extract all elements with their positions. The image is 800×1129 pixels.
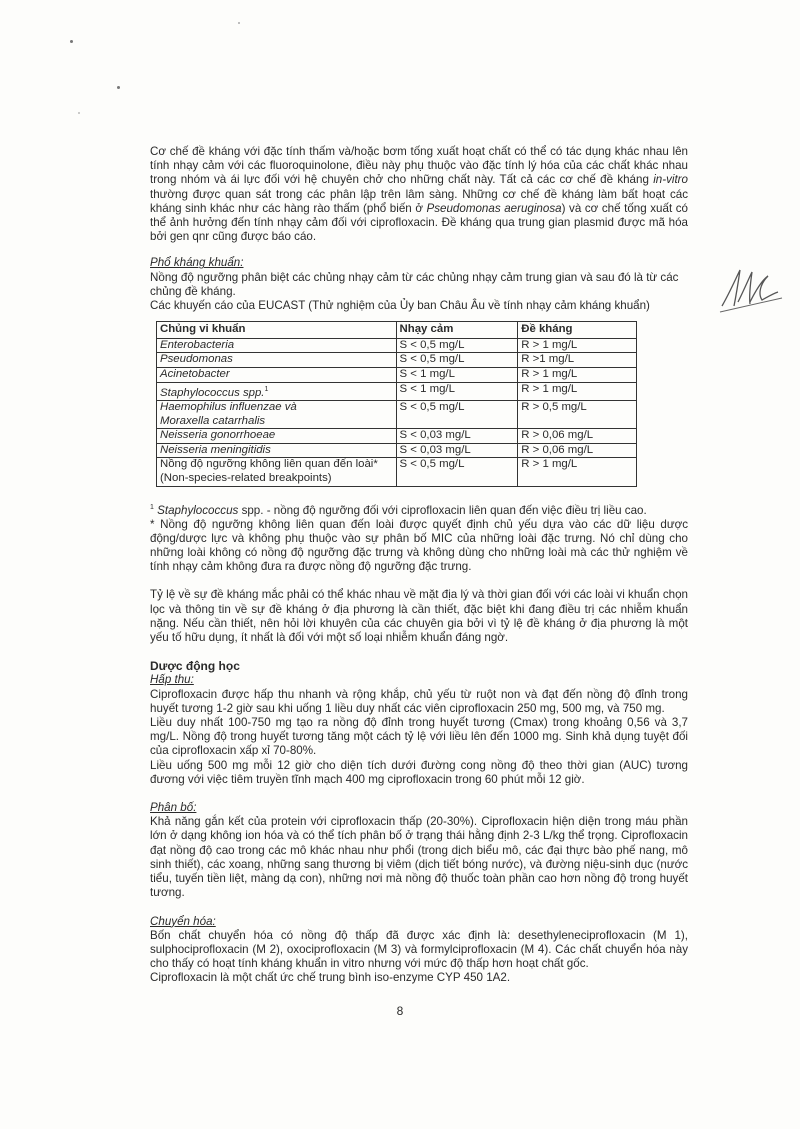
resistant-cell: R > 1 mg/L [518,458,637,486]
species-cell: Neisseria gonorrhoeae [157,429,397,444]
distribution-heading: Phân bố: [150,801,197,815]
species-cell: Enterobacteria [157,338,397,353]
susceptible-cell: S < 0,5 mg/L [396,338,518,353]
susceptible-cell: S < 0,5 mg/L [396,401,518,429]
species-cell: Neisseria meningitidis [157,443,397,458]
species-cell: Pseudomonas [157,353,397,368]
footnote-1: $^1$ Staphylococcus spp. - nồng độ ngưỡng đối với ciprofloxacin liên quan đến việc điều trị liều cao. [150,503,647,517]
absorption-heading: Hấp thu: [150,673,194,687]
resistant-cell: R > 1 mg/L [518,338,637,353]
handwritten-initials [716,262,786,322]
resistant-cell: R > 0,5 mg/L [518,401,637,429]
species-cell: Staphylococcus spp.$^1$ [157,382,397,400]
header-species: Chủng vi khuẩn [157,322,397,339]
absorption-paragraph-1: Ciprofloxacin được hấp thu nhanh và rộng khắp, chủ yếu từ ruột non và đạt đến nồng độ đỉnh trong huyết tương 1-2 giờ sau khi uống 1 liều duy nhất các viên ciprofloxacin 250 mg, 500 mg, và 750 mg. [150,687,688,715]
table-row [157,429,637,444]
table-row [157,368,637,383]
resistance-paragraph: Cơ chế đề kháng với đặc tính thấm và/hoặc bơm tống xuất hoạt chất có thể có tác dụng khác nhau lên tính nhạy cảm với các fluoroquinolone, điều này phụ thuộc vào đặc tính lý hóa của các chất khác nhau trong nhóm và ái lực đối với hệ chuyên chở cho những chất này. Tất cả các cơ chế đề kháng in-vitro thường được quan sát trong các phân lập trên lâm sàng. Những cơ chế đề kháng làm bất hoạt các kháng sinh khác như các hàng rào thấm (phổ biến ở Pseudomonas aeruginosa) và cơ chế tống xuất có thể ảnh hưởng đến tính nhạy cảm đối với ciprofloxacin. Đề kháng qua trung gian plasmid được mã hóa bởi gen qnr cũng được báo cáo. [150,145,688,244]
scan-speck [70,40,73,43]
header-susceptible: Nhạy cảm [396,322,518,339]
resistant-cell: R >1 mg/L [518,353,637,368]
table-row [157,443,637,458]
susceptible-cell: S < 0,5 mg/L [396,353,518,368]
header-resistant: Đề kháng [518,322,637,339]
susceptible-cell: S < 1 mg/L [396,368,518,383]
table-row [157,338,637,353]
page-number: 8 [396,1004,404,1018]
table-footnotes [150,501,688,575]
absorption-paragraph-2: Liều duy nhất 100-750 mg tạo ra nồng độ đỉnh trong huyết tương (Cmax) trong khoảng 0,56 và 3,7 mg/L. Nồng độ trong huyết tương tăng một cách tỷ lệ với liều lên đến 1000 mg. Sinh khả dụng tuyệt đối của ciprofloxacin xấp xỉ 70-80%. [150,716,688,758]
spectrum-heading: Phổ kháng khuẩn: [150,256,244,270]
footnote-marker: 1 [264,385,269,393]
susceptible-cell: S < 0,03 mg/L [396,443,518,458]
footnote-asterisk: * Nồng độ ngưỡng không liên quan đến loài được quyết định chủ yếu dựa vào các dữ liệu dược động/dược lực và không phụ thuộc vào sự phân bố MIC của những loài đặc trưng. Nó chỉ dùng cho những loài không có nồng độ ngưỡng đặc trưng và không dùng cho những loài mà các thử nghiệm về tính nhạy cảm không đưa ra được nồng độ ngưỡng đặc trưng. [150,517,688,574]
scan-speck [117,86,120,89]
table-header-row [157,322,637,339]
page-content [150,145,688,986]
breakpoint-table [156,321,637,486]
scan-speck [238,22,240,24]
prevalence-paragraph: Tỷ lệ về sự đề kháng mắc phải có thể khác nhau về mặt địa lý và thời gian đối với các loài vi khuẩn chọn lọc và thông tin về sự đề kháng ở địa phương là cần thiết, đặc biệt khi đang điều trị các nhiễm khuẩn nặng. Nếu cần thiết, nên hỏi lời khuyên của các chuyên gia bởi vì tỷ lệ đề kháng ở địa phương là một yếu tố hữu dụng, ít nhất là đối với một số loại nhiễm khuẩn đáng ngờ. [150,588,688,645]
species-cell: Acinetobacter [157,368,397,383]
metabolism-paragraph-2: Ciprofloxacin là một chất ức chế trung bình iso-enzyme CYP 450 1A2. [150,971,511,985]
scan-speck [78,112,80,114]
species-cell: Haemophilus influenzae và Moraxella catarrhalis [157,401,397,429]
species-cell: Nồng độ ngưỡng không liên quan đến loài* (Non-species-related breakpoints) [157,458,397,486]
pharmacokinetics-heading: Dược động học [150,659,240,674]
metabolism-heading: Chuyển hóa: [150,914,216,928]
resistant-cell: R > 0,06 mg/L [518,443,637,458]
table-row [157,353,637,368]
resistant-cell: R > 1 mg/L [518,368,637,383]
metabolism-paragraph-1: Bốn chất chuyển hóa có nồng độ thấp đã được xác định là: desethyleneciprofloxacin (M 1), sulphociprofloxacin (M 2), oxociprofloxacin (M 3) và formylciprofloxacin (M 4). Các chất chuyển hóa này cho thấy có hoạt tính kháng khuẩn in vitro nhưng với mức độ thấp hơn hoạt chất gốc. [150,928,688,971]
resistant-cell: R > 1 mg/L [518,382,637,400]
distribution-paragraph: Khả năng gắn kết của protein với ciprofloxacin thấp (20-30%). Ciprofloxacin hiện diện trong máu phần lớn ở dạng không ion hóa và có thể tích phân bố ở trạng thái hằng định 2-3 L/kg thể trọng. Ciprofloxacin đạt nồng độ cao trong các mô khác nhau như phổi (trong dịch biểu mô, các đại thực bào phế nang, mô sinh thiết), các xoang, những sang thương bị viêm (dịch tiết bóng nước), và đường niệu-sinh dục (nước tiểu, tuyến tiền liệt, màng dạ con), những nơi mà nồng độ thuốc toàn phần cao hơn nồng độ trong huyết tương. [150,815,688,900]
resistant-cell: R > 0,06 mg/L [518,429,637,444]
susceptible-cell: S < 0,5 mg/L [396,458,518,486]
absorption-paragraph-3: Liều uống 500 mg mỗi 12 giờ cho diện tích dưới đường cong nồng độ theo thời gian (AUC) tương đương với việc tiêm truyền tĩnh mạch 400 mg ciprofloxacin trong 60 phút mỗi 12 giờ. [150,758,688,786]
table-row [157,401,637,429]
susceptible-cell: S < 0,03 mg/L [396,429,518,444]
eucast-caption: Các khuyến cáo của EUCAST (Thử nghiệm của Ủy ban Châu Âu về tính nhạy cảm kháng khuẩn) [150,299,650,313]
susceptible-cell: S < 1 mg/L [396,382,518,400]
table-row [157,458,637,486]
table-row [157,382,637,400]
spectrum-intro: Nồng độ ngưỡng phân biệt các chủng nhạy cảm từ các chủng nhạy cảm trung gian và sau đó là từ các chủng đề kháng. [150,270,679,298]
